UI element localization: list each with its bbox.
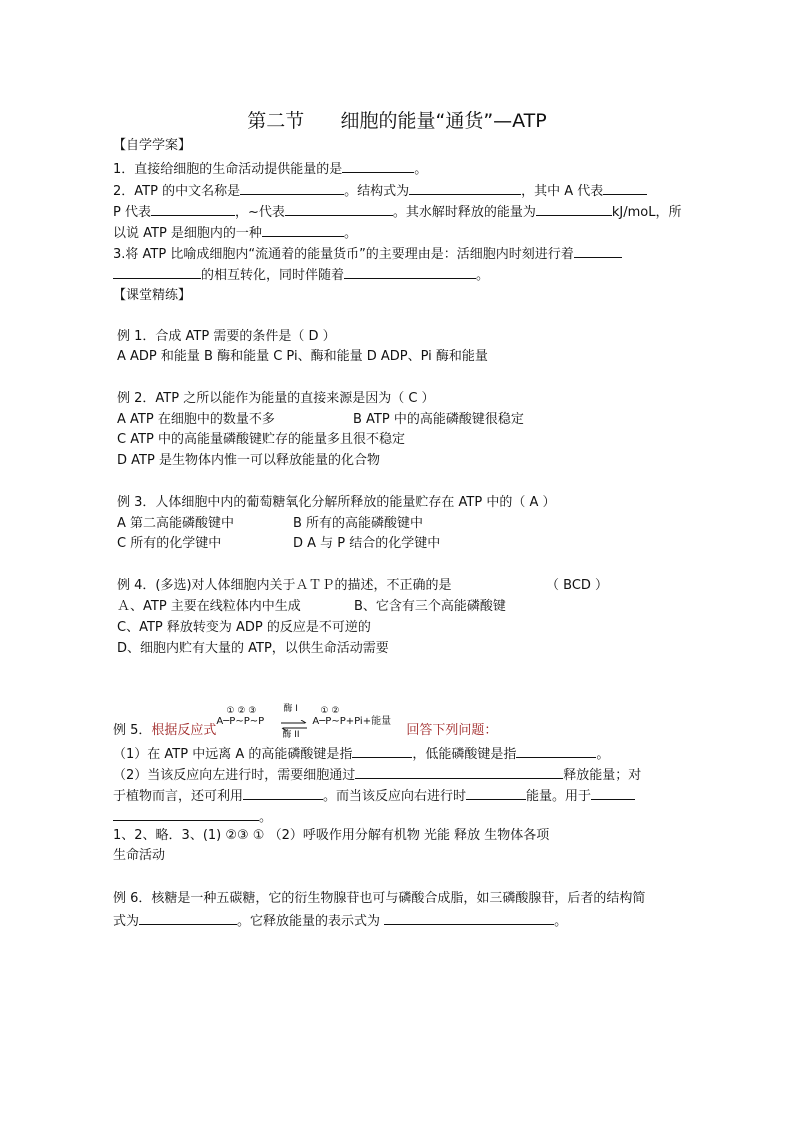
section-heading-class-practice: 【课堂精练】	[113, 288, 192, 303]
example-4-option-c: C、ATP 释放转变为 ADP 的反应是不可逆的	[117, 620, 371, 635]
example-3-option-c: C 所有的化学键中	[117, 536, 222, 551]
question-2-line-1: 2．ATP 的中文名称是 。结构式为 ，其中 A 代表	[113, 180, 647, 202]
answer-blank	[384, 910, 554, 925]
question-3-line-2: 的相互转化，同时伴随着 。	[113, 264, 489, 286]
section-heading-self-study: 【自学学案】	[113, 138, 192, 153]
example-5-part-1: （1）在 ATP 中远离 A 的高能磷酸键是指 ，低能磷酸键是指 。	[113, 743, 609, 765]
example-4-stem: 例 4．(多选)对人体细胞内关于ＡＴＰ的描述，不正确的是	[117, 578, 452, 593]
example-4-option-a: Ａ、ATP 主要在线粒体内中生成	[117, 599, 301, 614]
answer-key-line-1: 1、2、略．3、(1) ②③ ① （2）呼吸作用分解有机物 光能 释放 生物体各项	[113, 828, 550, 843]
answer-blank	[113, 264, 201, 279]
answer-blank	[516, 743, 596, 758]
answer-blank	[113, 806, 259, 821]
example-2-option-d: D ATP 是生物体内惟一可以释放能量的化合物	[117, 453, 380, 468]
example-1-stem: 例 1．合成 ATP 需要的条件是（ D ）	[117, 329, 336, 344]
answer-blank	[536, 201, 612, 216]
example-2-option-c: C ATP 中的高能量磷酸键贮存的能量多且很不稳定	[117, 432, 406, 447]
answer-blank	[466, 785, 526, 800]
example-1-options: A ADP 和能量 B 酶和能量 C Pi、酶和能量 D ADP、Pi 酶和能量	[117, 349, 488, 364]
example-5-part-2-line-1: （2）当该反应向左进行时，需要细胞通过 释放能量；对	[113, 764, 641, 786]
answer-blank	[409, 180, 521, 195]
question-2-line-3: 以说 ATP 是细胞内的一种 。	[113, 222, 357, 244]
example-5-part-2-line-3: 。	[113, 806, 272, 828]
example-3-option-d: D A 与 P 结合的化学键中	[293, 536, 441, 551]
answer-blank	[243, 785, 323, 800]
page-title: 第二节 细胞的能量“通货”—ATP	[247, 110, 547, 132]
answer-blank	[574, 243, 622, 258]
example-6-line-1: 例 6．核糖是一种五碳糖，它的衍生物腺苷也可与磷酸合成脂，如三磷酸腺苷，后者的结构简	[113, 891, 646, 906]
answer-blank	[355, 764, 563, 779]
answer-blank	[344, 264, 476, 279]
example-5-part-2-line-2: 于植物而言，还可利用 。而当该反应向右进行时 能量。用于	[113, 785, 635, 807]
answer-key-line-2: 生命活动	[113, 848, 166, 863]
question-3-line-1: 3.将 ATP 比喻成细胞内“流通着的能量货币”的主要理由是：活细胞内时刻进行着	[113, 243, 622, 265]
example-2-stem: 例 2．ATP 之所以能作为能量的直接来源是因为（ C ）	[117, 391, 435, 406]
answer-blank	[342, 158, 414, 173]
example-3-stem: 例 3．人体细胞中内的葡萄糖氧化分解所释放的能量贮存在 ATP 中的（ A ）	[117, 495, 556, 510]
example-3-option-a: A 第二高能磷酸键中	[117, 516, 235, 531]
example-6-line-2: 式为 。它释放能量的表示式为 。	[113, 910, 567, 932]
question-1: 1．直接给细胞的生命活动提供能量的是 。	[113, 158, 427, 180]
answer-blank	[603, 180, 647, 195]
example-4-answer: （ BCD ）	[546, 578, 609, 593]
example-4-option-b: B、它含有三个高能磷酸键	[354, 599, 506, 614]
atp-reaction-formula: ① ② ③ A─P~P~P 酶 I 酶 II ① ② A─P~P+Pi+能量	[216, 704, 392, 740]
example-5-stem: 例 5．根据反应式 ① ② ③ A─P~P~P 酶 I 酶 II ① ② A─P~P+Pi+能量 回答下列问题：	[113, 704, 498, 740]
answer-blank	[591, 785, 635, 800]
example-3-option-b: B 所有的高能磷酸键中	[293, 516, 424, 531]
example-4-option-d: D、细胞内贮有大量的 ATP，以供生命活动需要	[117, 641, 389, 656]
question-2-line-2: P 代表 ，~代表 。其水解时释放的能量为 kJ/moL，所	[113, 201, 682, 223]
example-2-option-b: B ATP 中的高能磷酸键很稳定	[353, 412, 524, 427]
example-2-option-a: A ATP 在细胞中的数量不多	[117, 412, 275, 427]
answer-blank	[139, 910, 237, 925]
answer-blank	[352, 743, 412, 758]
answer-blank	[151, 201, 235, 216]
answer-blank	[285, 201, 393, 216]
answer-blank	[262, 222, 344, 237]
answer-blank	[240, 180, 344, 195]
